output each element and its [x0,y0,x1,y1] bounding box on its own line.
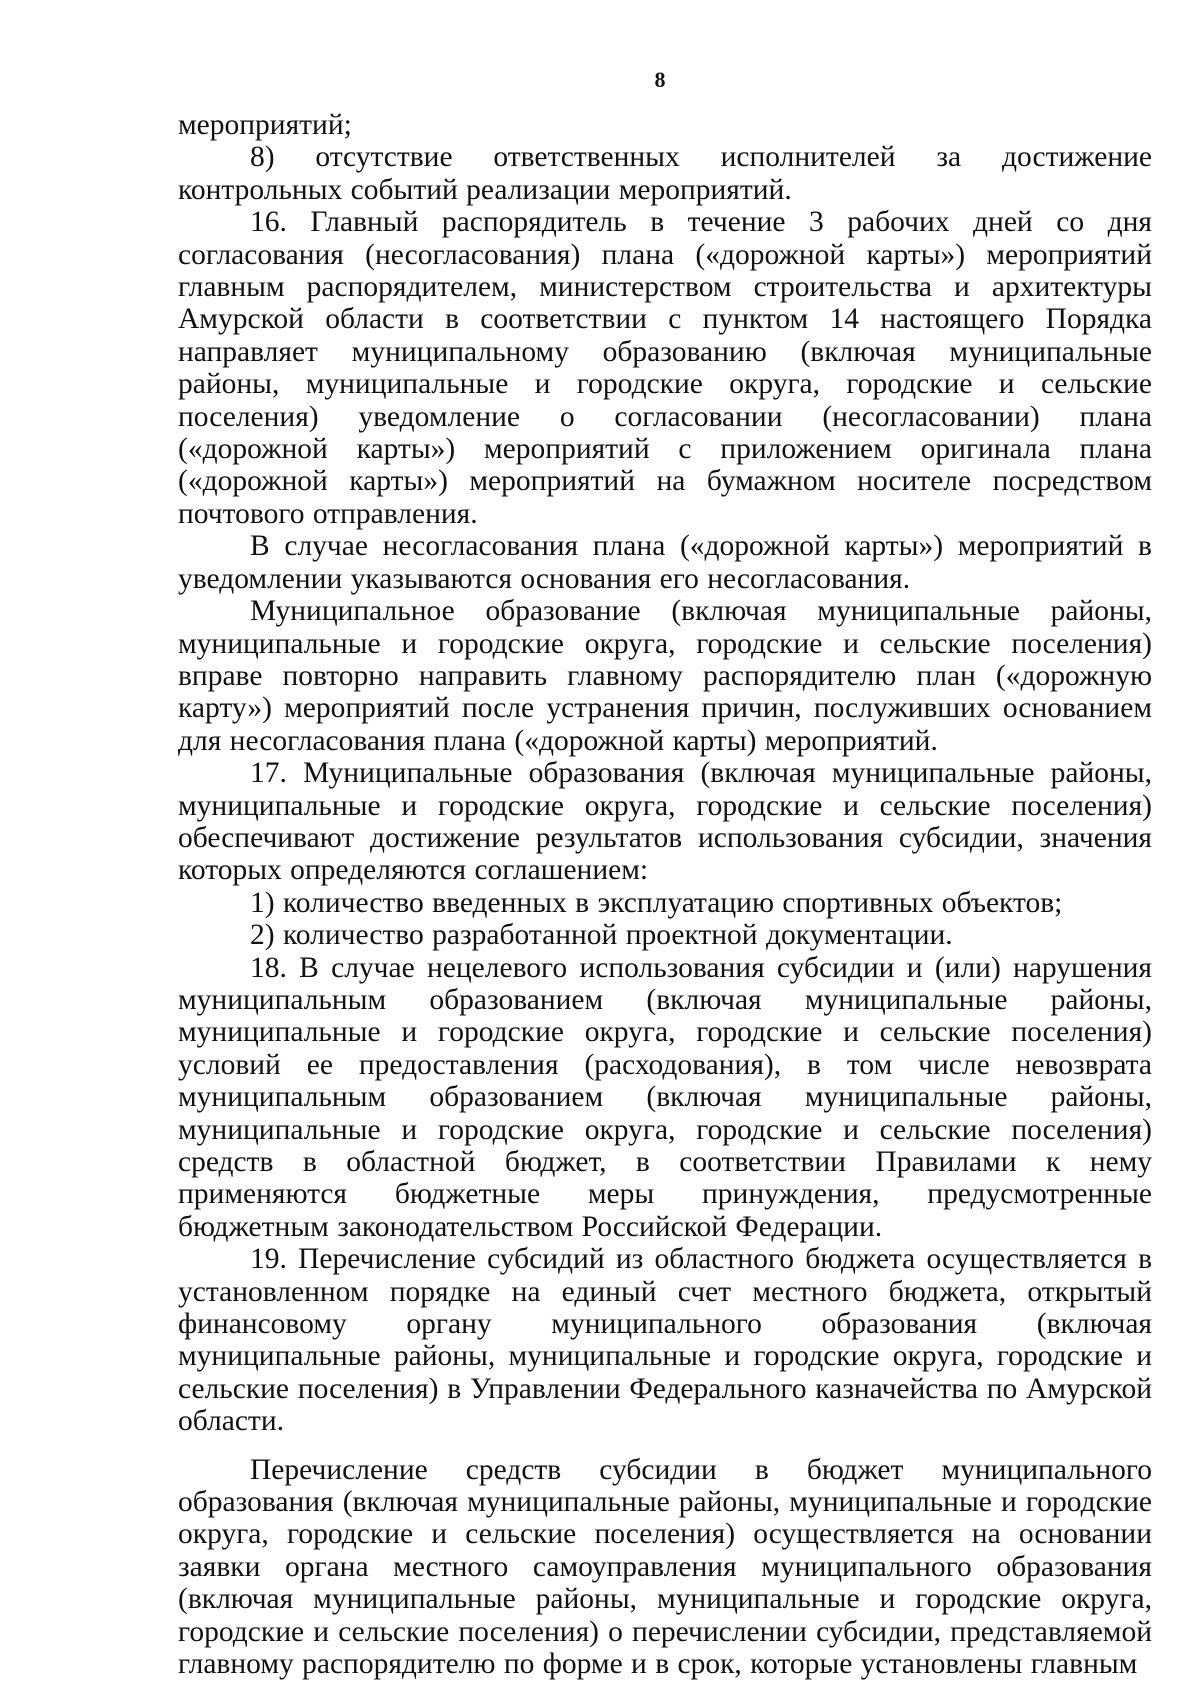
paragraph-disagreement-grounds: В случае несогласования плана («дорожной карты») мероприятий в уведомлении указываются основания его несогласования. [178,530,1152,595]
paragraph-section-18: 18. В случае нецелевого использования субсидии и (или) нарушения муниципальным образованием (включая муниципальные районы, муниципальные и городские округа, городские и сельские поселения) условий ее предоставления (расходования), в том числе невозврата муниципальным образованием (включая муниципальные районы, муниципальные и городские округа, городские и сельские поселения) средств в областной бюджет, в соответствии Правилами к нему применяются бюджетные меры принуждения, предусмотренные бюджетным законодательством Российской Федерации. [178,951,1152,1243]
paragraph-result-1: 1) количество введенных в эксплуатацию спортивных объектов; [250,886,1063,919]
paragraph-item-8: 8) отсутствие ответственных исполнителей за достижение контрольных событий реализации мероприятий. [178,141,1152,206]
page-number: 8 [654,67,666,92]
paragraph-section-16: 16. Главный распорядитель в течение 3 рабочих дней со дня согласования (несогласования) плана («дорожной карты») мероприятий главным распорядителем, министерством строительства и архитектуры Амурской области в соответствии с пунктом 14 настоящего Порядка направляет муниципальному образованию (включая муниципальные районы, муниципальные и городские округа, городские и сельские поселения) уведомление о согласовании (несогласовании) плана («дорожной карты») мероприятий с приложением оригинала плана («дорожной карты») мероприятий на бумажном носителе посредством почтового отправления. [178,206,1152,530]
paragraph-result-2: 2) количество разработанной проектной документации. [250,919,953,952]
paragraph-section-17: 17. Муниципальные образования (включая муниципальные районы, муниципальные и городские округа, городские и сельские поселения) обеспечивают достижение результатов использования субсидии, значения которых определяются соглашением: [178,757,1152,887]
paragraph-resubmission: Муниципальное образование (включая муниципальные районы, муниципальные и городские округа, городские и сельские поселения) вправе повторно направить главному распорядителю план («дорожную карту») мероприятий после устранения причин, послуживших основанием для несогласования плана («дорожной карты) мероприятий. [178,595,1152,757]
document-body [178,109,1152,1681]
paragraph-section-19: 19. Перечисление субсидий из областного бюджета осуществляется в установленном порядке на единый счет местного бюджета, открытый финансовому органу муниципального образования (включая муниципальные районы, муниципальные и городские округа, городские и сельские поселения) в Управлении Федерального казначейства по Амурской области. [178,1243,1152,1438]
paragraph-transfer-procedure: Перечисление средств субсидии в бюджет муниципального образования (включая муниципальные районы, муниципальные и городские округа, городские и сельские поселения) осуществляется на основании заявки органа местного самоуправления муниципального образования (включая муниципальные районы, муниципальные и городские округа, городские и сельские поселения) о перечислении субсидии, представляемой главному распорядителю по форме и в срок, которые установлены главным [178,1453,1152,1681]
paragraph-continuation: мероприятий; [178,109,352,141]
